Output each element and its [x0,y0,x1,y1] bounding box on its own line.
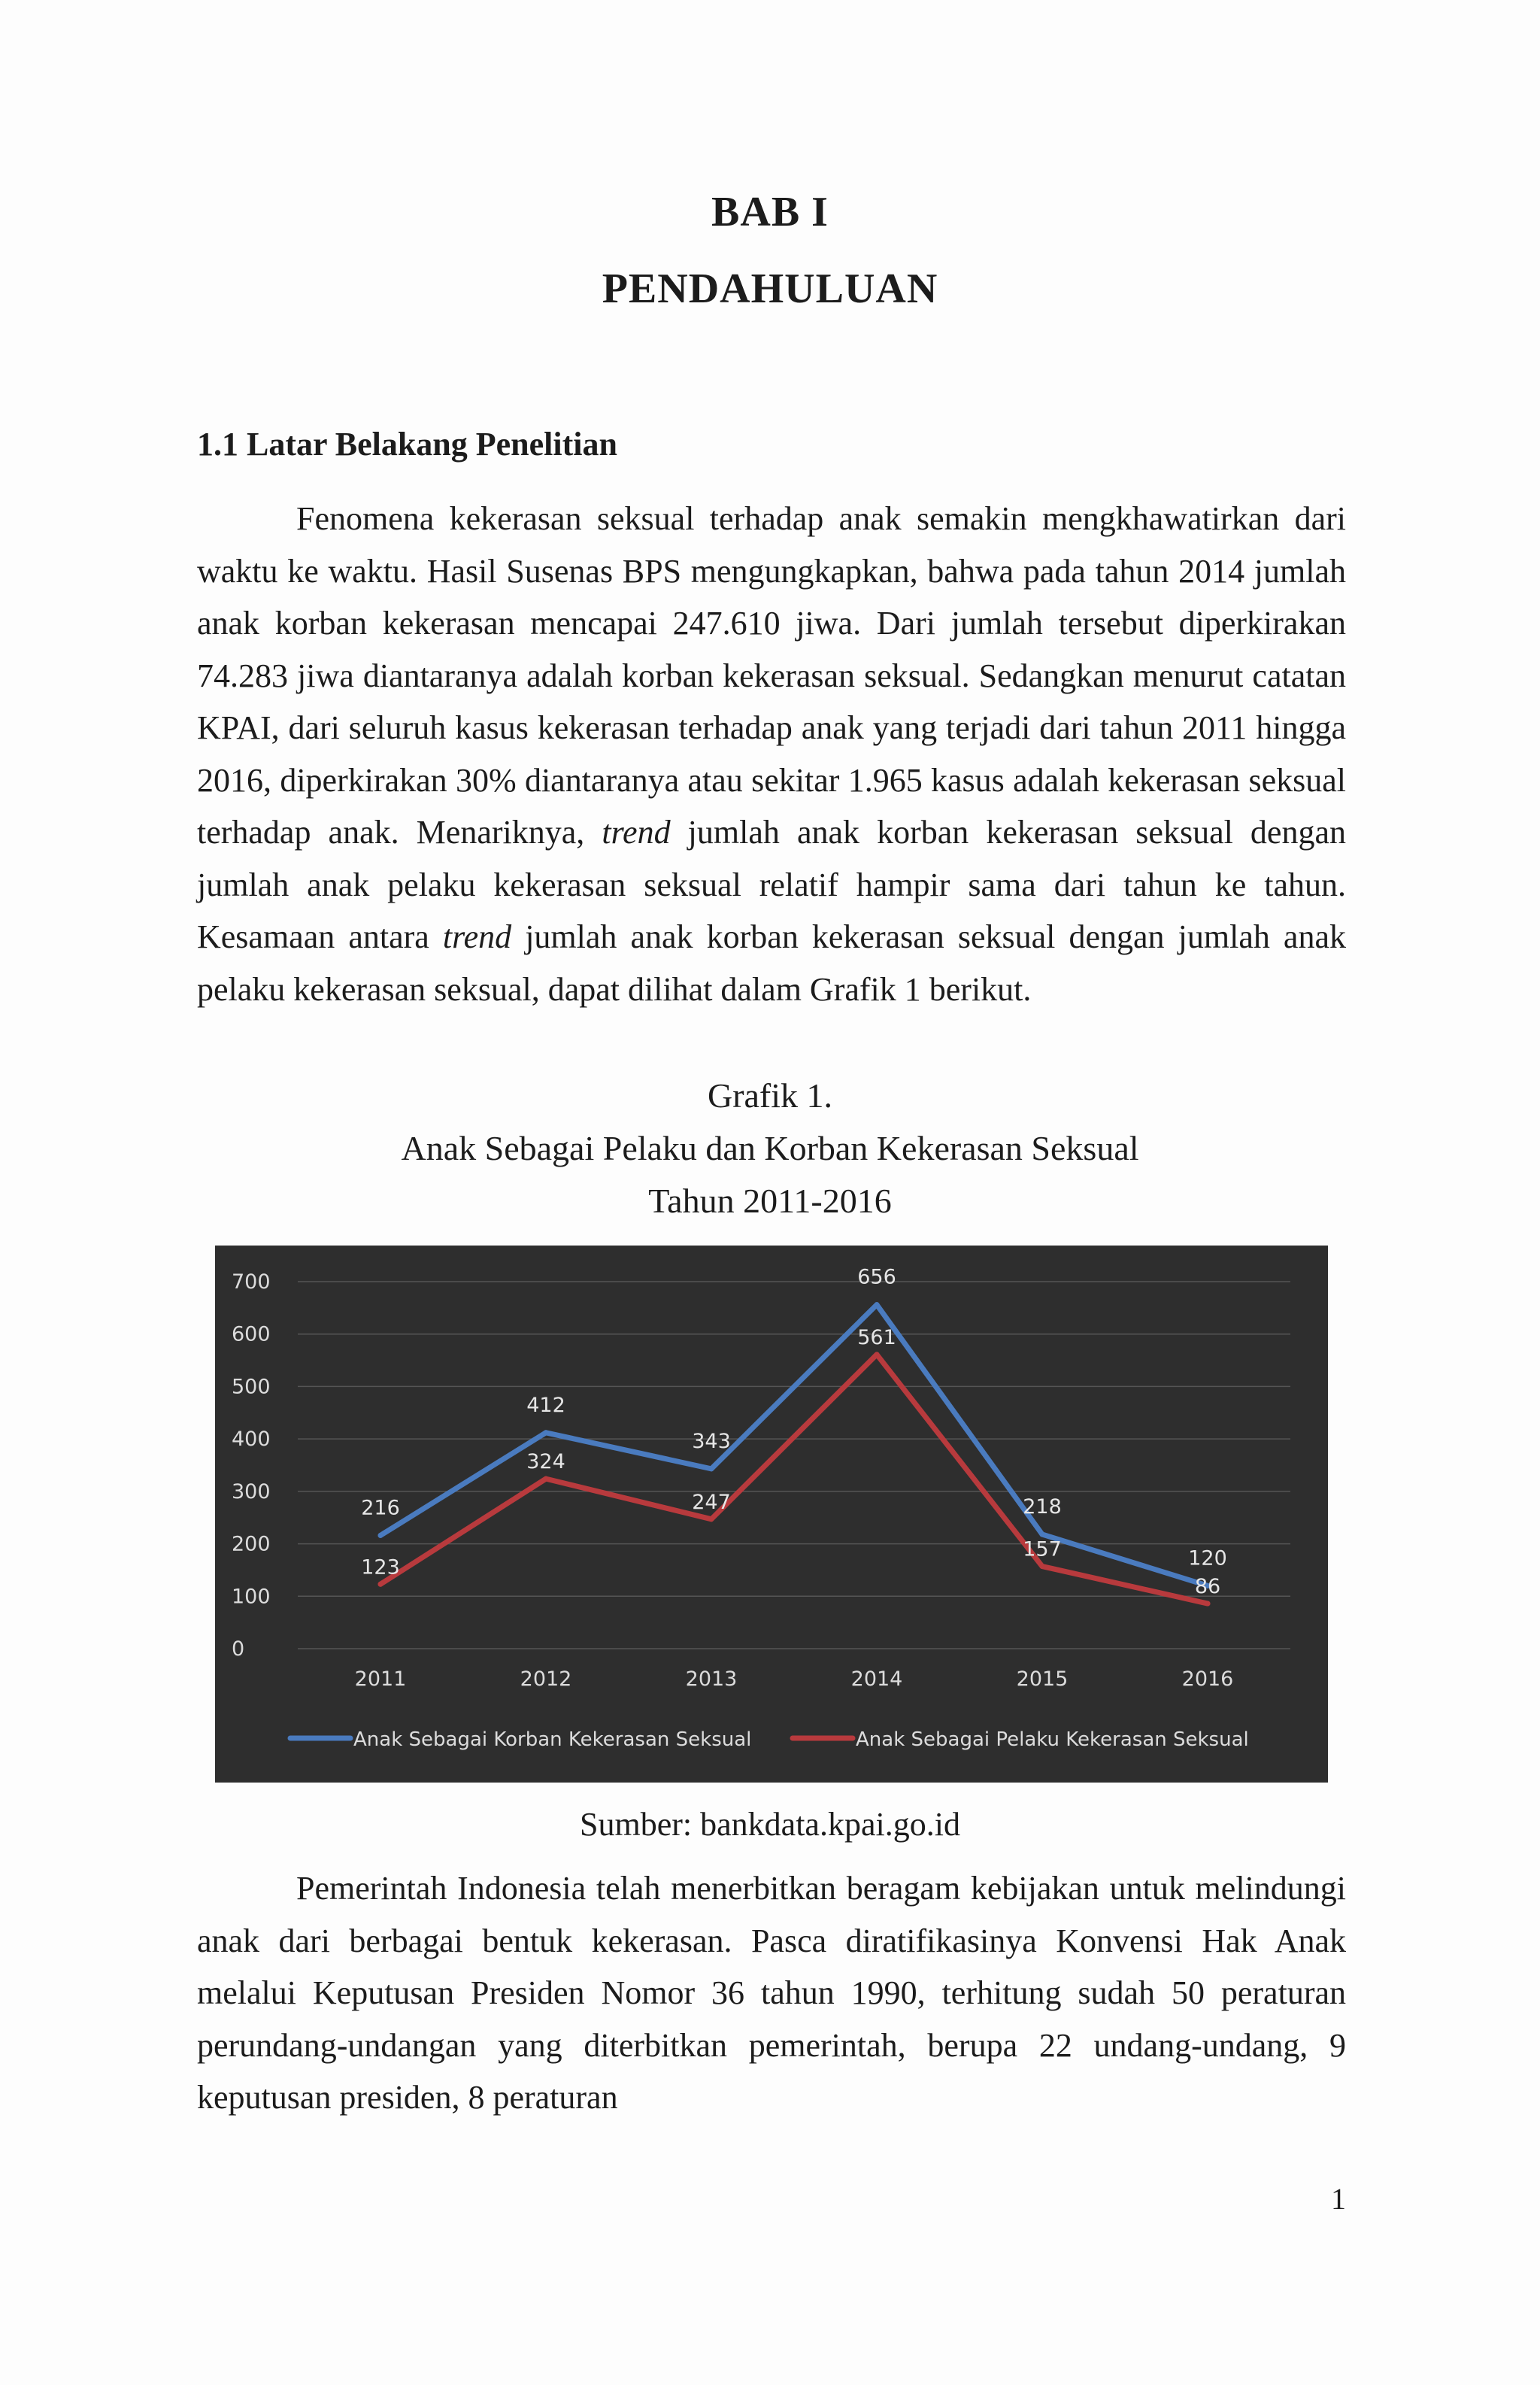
page-number: 1 [1331,2182,1346,2216]
data-label: 343 [692,1429,731,1453]
figure-source: Sumber: bankdata.kpai.go.id [580,1806,960,1843]
y-tick-label: 500 [232,1375,271,1399]
italic-term-trend: trend [442,918,512,955]
italic-term-trend: trend [602,814,671,851]
data-point [709,1466,714,1471]
chapter-number: BAB I [711,189,829,235]
data-label: 218 [1023,1495,1062,1519]
section-heading: 1.1 Latar Belakang Penelitian [197,426,617,463]
data-label: 247 [692,1490,731,1514]
data-label: 412 [526,1393,565,1417]
x-tick-label: 2011 [354,1667,407,1691]
data-label: 157 [1023,1537,1062,1561]
data-label: 324 [526,1450,565,1474]
figure-label: Grafik 1. [707,1076,833,1115]
data-label: 561 [857,1325,896,1349]
data-point [1040,1532,1045,1537]
legend-label: Anak Sebagai Pelaku Kekerasan Seksual [856,1728,1249,1751]
data-point [544,1476,549,1482]
data-label: 656 [857,1265,896,1289]
figure-title: Anak Sebagai Pelaku dan Korban Kekerasan Seksual [401,1129,1139,1167]
legend-label: Anak Sebagai Korban Kekerasan Seksual [353,1728,752,1751]
line-chart [215,1246,1328,1783]
data-label: 86 [1194,1575,1221,1599]
data-point [1040,1564,1045,1569]
data-label: 120 [1188,1546,1227,1570]
y-tick-label: 400 [232,1428,271,1452]
data-point [1205,1601,1211,1607]
x-tick-label: 2016 [1181,1667,1234,1691]
figure-subtitle: Tahun 2011-2016 [648,1182,892,1220]
x-tick-label: 2015 [1016,1667,1069,1691]
paragraph-intro-part1: Fenomena kekerasan seksual terhadap anak semakin mengkhawatirkan dari waktu ke waktu. Hasil Susenas BPS mengungkapkan, bahwa pada tahun 2014 jumlah anak korban kekerasan mencapai 247.610 jiwa. Dari jumlah tersebut diperkirakan 74.283 jiwa diantaranya adalah korban kekerasan seksual. Sedangkan menurut catatan KPAI, dari seluruh kasus kekerasan terhadap anak yang terjadi dari tahun 2011 hingga 2016, diperkirakan 30% diantaranya atau sekitar 1.965 kasus adalah kekerasan seksual terhadap anak. Menariknya, [197,500,1346,851]
x-tick-label: 2014 [850,1667,903,1691]
data-label: 123 [361,1555,400,1579]
paragraph-intro [197,493,1346,1015]
data-point [378,1582,383,1587]
y-tick-label: 700 [232,1270,271,1294]
y-tick-label: 0 [232,1637,245,1661]
y-tick-label: 600 [232,1322,271,1346]
data-point [378,1533,383,1538]
paragraph-policy: Pemerintah Indonesia telah menerbitkan beragam kebijakan untuk melindungi anak dari berbagai bentuk kekerasan. Pasca diratifikasinya Konvensi Hak Anak melalui Keputusan Presiden Nomor 36 tahun 1990, terhitung sudah 50 peraturan perundang-undangan yang diterbitkan pemerintah, berupa 22 undang-undang, 9 keputusan presiden, 8 peraturan [197,1870,1346,2116]
data-point [544,1430,549,1435]
chapter-title: PENDAHULUAN [602,266,938,312]
paragraph-intro-part3: jumlah anak korban kekerasan seksual dengan jumlah anak pelaku kekerasan seksual, dapat dilihat dalam Grafik 1 berikut. [197,918,1346,1008]
x-tick-label: 2012 [520,1667,572,1691]
chart-canvas [215,1246,1328,1783]
data-point [709,1516,714,1522]
data-point [875,1352,880,1357]
y-tick-label: 300 [232,1479,271,1504]
x-tick-label: 2013 [685,1667,738,1691]
y-tick-label: 100 [232,1585,271,1609]
y-tick-label: 200 [232,1532,271,1556]
data-point [875,1302,880,1307]
data-label: 216 [361,1496,400,1520]
paragraph-intro-part2: jumlah anak korban kekerasan seksual dengan jumlah anak pelaku kekerasan seksual relatif hampir sama dari tahun ke tahun. Kesamaan antara [197,814,1346,955]
